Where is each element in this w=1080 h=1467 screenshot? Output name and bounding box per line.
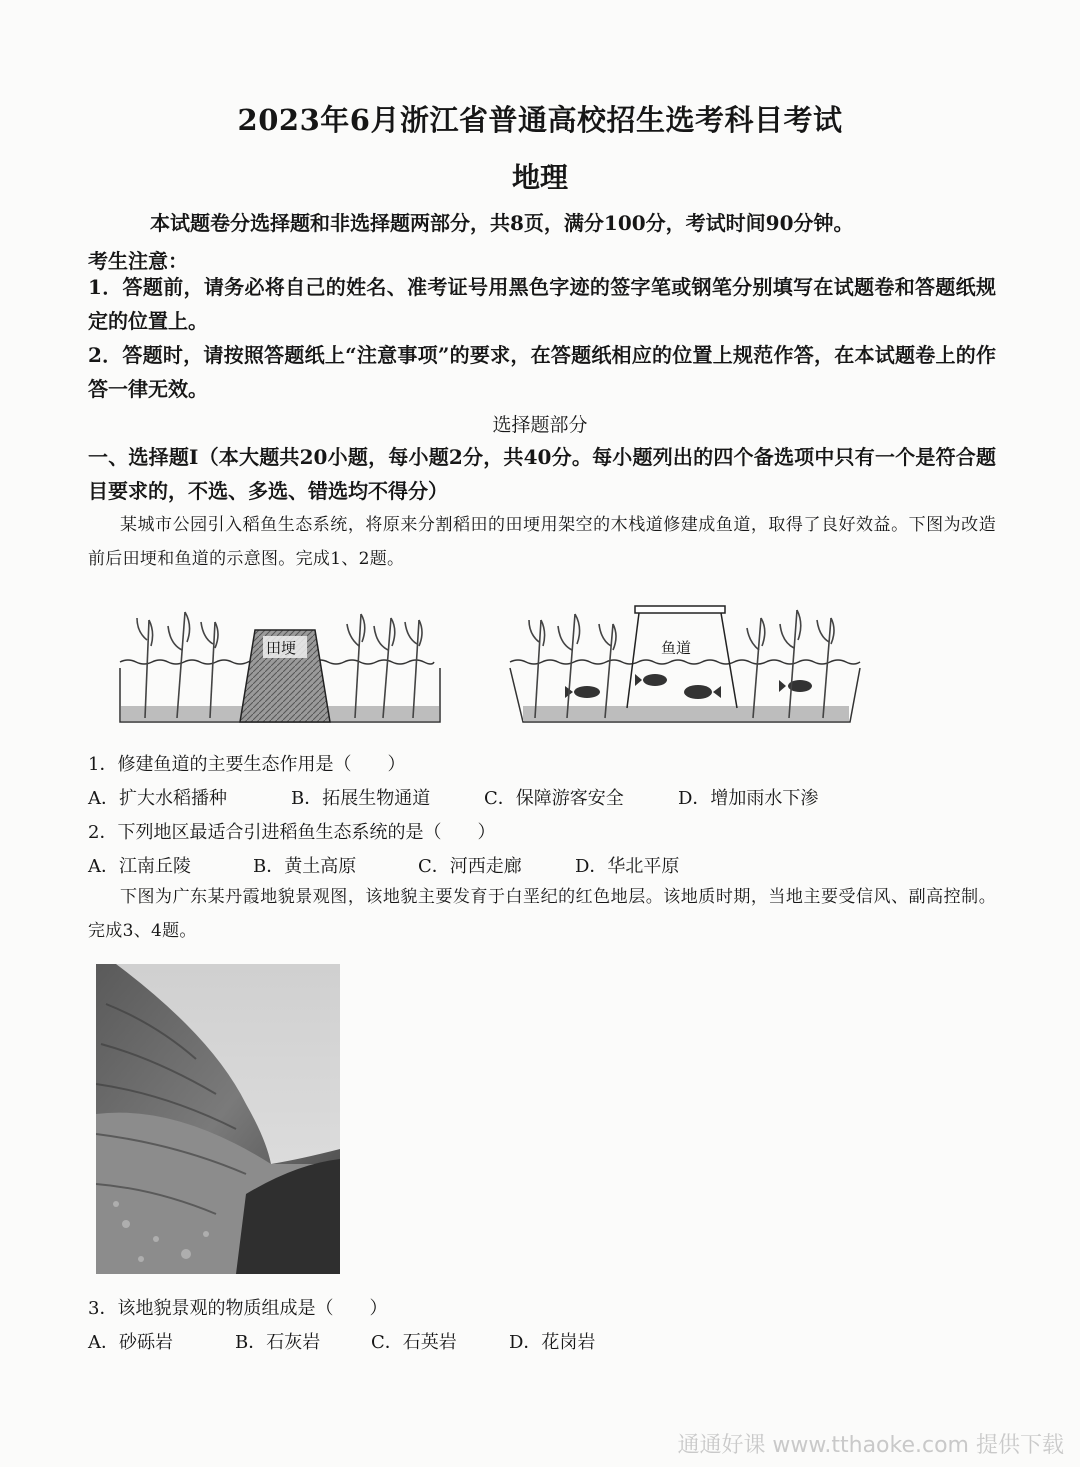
q2-option-a: A．江南丘陵 bbox=[88, 856, 191, 877]
figure-before-ridge bbox=[115, 600, 445, 730]
q2-option-c: C．河西走廊 bbox=[418, 856, 522, 877]
danxia-landform-photo bbox=[96, 964, 340, 1274]
exam-title: 2023年6月浙江省普通高校招生选考科目考试 bbox=[237, 103, 843, 137]
q2-option-b: B．黄土高原 bbox=[253, 856, 357, 877]
group2-stem: 下图为广东某丹霞地貌景观图，该地貌主要发育于白垩纪的红色地层。该地质时期，当地主要受信风、副高控制。完成3、4题。 bbox=[88, 887, 996, 941]
q3-option-c: C．石英岩 bbox=[371, 1332, 457, 1353]
notice-item-2: 2．答题时，请按照答题纸上“注意事项”的要求，在答题纸相应的位置上规范作答，在本试题卷上的作答一律无效。 bbox=[88, 343, 996, 401]
section-name: 选择题部分 bbox=[492, 414, 588, 436]
exam-subject: 地理 bbox=[511, 161, 568, 194]
label-fishway: 鱼道 bbox=[661, 639, 692, 657]
question-1-options bbox=[88, 784, 818, 810]
q2-option-d: D．华北平原 bbox=[575, 856, 680, 877]
question-3-options bbox=[88, 1328, 595, 1354]
q3-option-a: A．砂砾岩 bbox=[88, 1332, 173, 1353]
question-2-options bbox=[88, 852, 679, 878]
question-3: 3．该地貌景观的物质组成是（ ） bbox=[88, 1298, 388, 1319]
q3-option-b: B．石灰岩 bbox=[235, 1332, 321, 1353]
group1-stem: 某城市公园引入稻鱼生态系统，将原来分割稻田的田埂用架空的木栈道修建成鱼道，取得了良好效益。下图为改造前后田埂和鱼道的示意图。完成1、2题。 bbox=[88, 515, 996, 569]
q1-option-d: D．增加雨水下渗 bbox=[678, 788, 819, 809]
question-1: 1．修建鱼道的主要生态作用是（ ） bbox=[88, 754, 406, 775]
q1-option-b: B．拓展生物通道 bbox=[291, 788, 431, 809]
exam-intro: 本试题卷分选择题和非选择题两部分，共8页，满分100分，考试时间90分钟。 bbox=[150, 211, 854, 235]
q1-option-a: A．扩大水稻播种 bbox=[88, 788, 227, 809]
notice-item-1: 1．答题前，请务必将自己的姓名、准考证号用黑色字迹的签字笔或钢笔分别填写在试题卷和答题纸规定的位置上。 bbox=[88, 275, 996, 333]
figure-after-fishway bbox=[505, 600, 865, 730]
q1-option-c: C．保障游客安全 bbox=[484, 788, 624, 809]
notice-heading: 考生注意： bbox=[88, 249, 188, 273]
q3-option-d: D．花岗岩 bbox=[509, 1332, 596, 1353]
question-2: 2．下列地区最适合引进稻鱼生态系统的是（ ） bbox=[88, 822, 496, 843]
section-heading: 一、选择题Ⅰ（本大题共20小题，每小题2分，共40分。每小题列出的四个备选项中只有一个是符合题目要求的，不选、多选、错选均不得分） bbox=[88, 445, 996, 503]
label-ridge: 田埂 bbox=[266, 639, 297, 657]
watermark-text: 通通好课 www.tthaoke.com 提供下载 bbox=[677, 1433, 1064, 1458]
